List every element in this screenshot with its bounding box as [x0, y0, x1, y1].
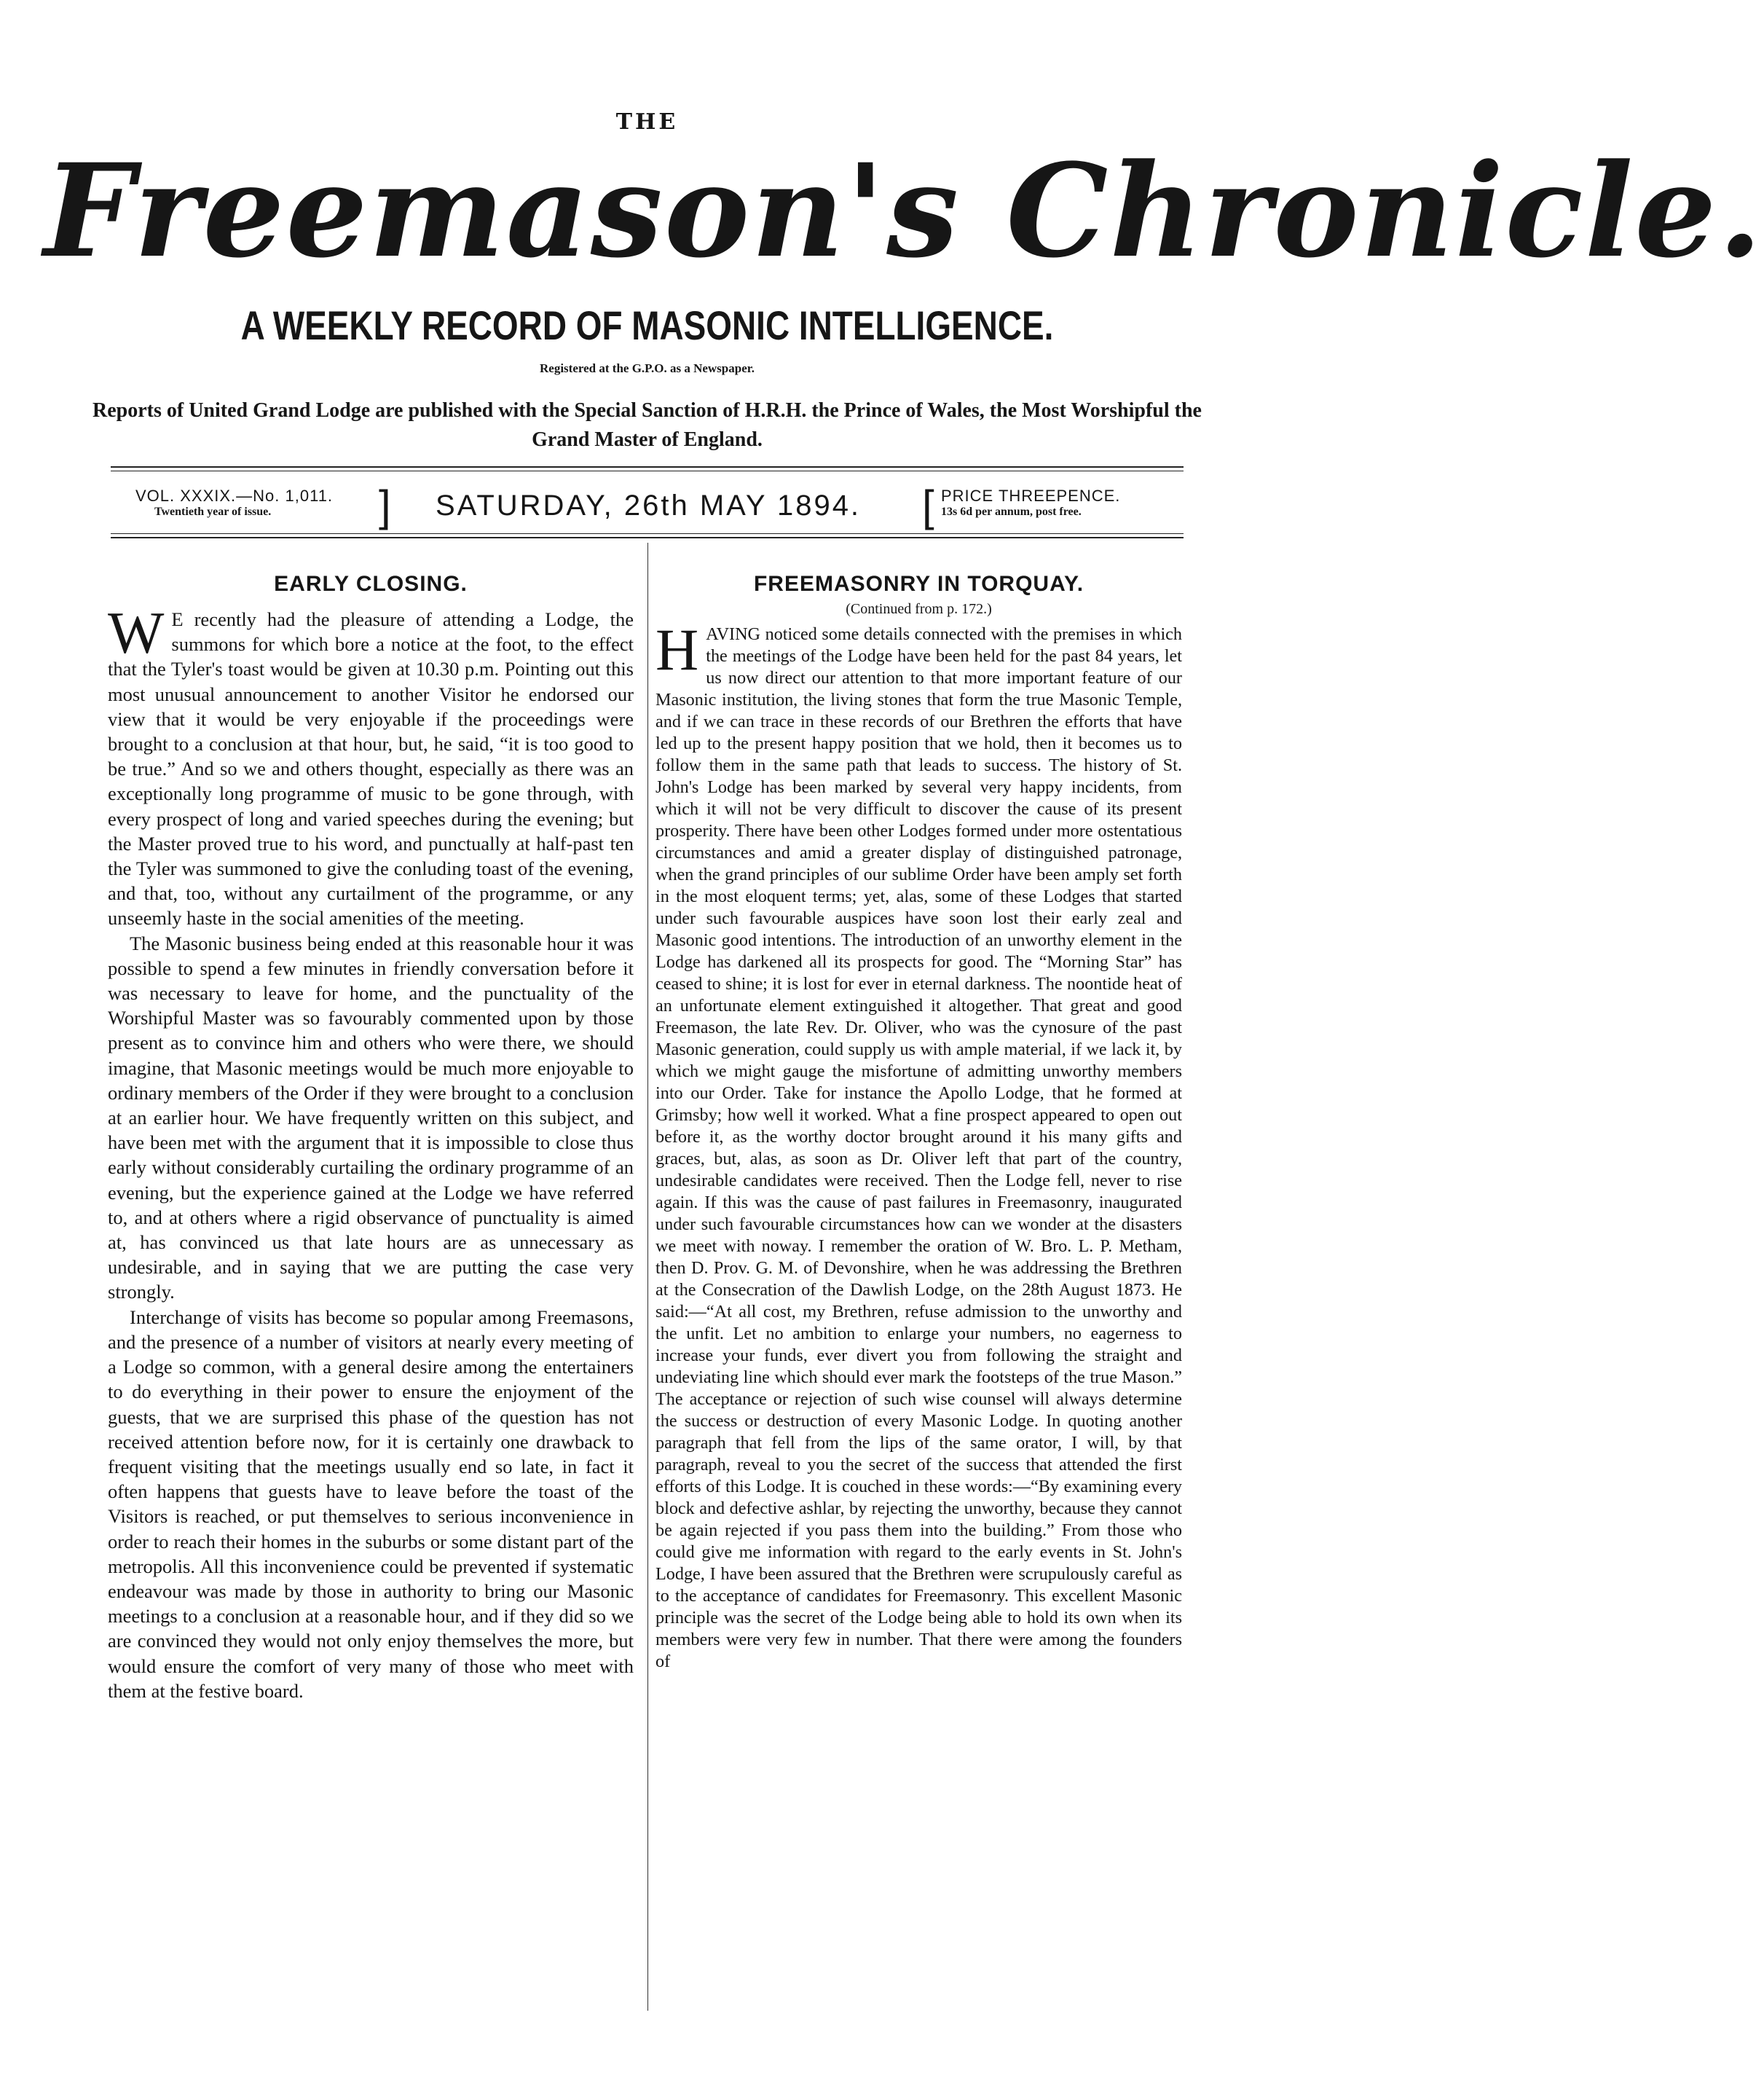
drop-capital: H: [655, 616, 699, 683]
bracket-right: [: [922, 482, 934, 530]
subscription: 13s 6d per annum, post free.: [941, 506, 1082, 518]
registered-notice: Registered at the G.P.O. as a Newspaper.: [540, 361, 755, 375]
volume-number: VOL. XXXIX.—No. 1,011.: [135, 487, 334, 505]
issue-date: SATURDAY, 26th MAY 1894.: [435, 490, 862, 522]
year-of-issue: Twentieth year of issue.: [154, 506, 272, 518]
article-title: FREEMASONRY IN TORQUAY.: [753, 572, 1084, 596]
price-block: [941, 487, 1181, 519]
article-freemasonry-torquay: [655, 565, 1182, 1673]
bottom-rule: [111, 537, 1184, 538]
paragraph: The Masonic business being ended at this reasonable hour it was possible to spend a few minutes in friendly conversation before it was necessary to leave for home, and the punctuality of the Worshipful Master was so favourably commented upon by those present as to convince him and others who were there, we should imagine, that Masonic meetings would be much more enjoyable to ordinary members of the Order if they were brought to a conclusion at an earlier hour. We have frequently written on this subject, and have been met with the argument that it is impossible to close thus early without considerably curtailing the ordinary programme of an evening, but the experience gained at the Lodge we have referred to, and at others where a rigid observance of punctuality is aimed at, has convinced us that late hours are as unnecessary as undesirable, and in saying that we are putting the case very strongly.: [108, 932, 634, 1303]
paragraph-text: AVING noticed some details connected with the premises in which the meetings of the Lodge have been held for the past 84 years, let us now direct our attention to that more important feature of our Masonic institution, the living stones that form the true Masonic Temple, and if we can trace in these records of our Brethren the efforts that have led up to the present happy position that we hold, then it becomes us to follow them in the same path that leads to success. The history of St. John's Lodge has been marked by several very happy incidents, from which it will not be very difficult to discover the cause of its present prosperity. There have been other Lodges formed under more ostentatious circumstances and amid a greater display of distinguished patronage, when the grand principles of our sublime Order have been amply set forth in the most eloquent terms; yet, alas, some of these Lodges that started under such favourable auspices have soon lost their early zeal and Masonic good intentions. The introduction of an unworthy element in the Lodge has darkened all its prospects for good. The “Morning Star” has ceased to shine; it is lost for ever in eternal darkness. The noontide heat of an unfortunate element extinguished it altogether. That great and good Freemason, the late Rev. Dr. Oliver, who was the cynosure of the past Masonic generation, could supply us with ample material, if we lack it, by which we might gauge the misfortune of admitting unworthy members into our Order. Take for instance the Apollo Lodge, that he formed at Grimsby; how well it worked. What a fine prospect appeared to open out before it, as the worthy doctor brought around it his many gifts and graces, but, alas, as soon as Dr. Oliver left that part of the country, undesirable candidates were received. Then the Lodge fell, never to rise again. If this was the cause of past failures in Freemasonry, inaugurated under such favourable circumstances how can we wonder at the disasters we meet with noway. I remember the oration of W. Bro. L. P. Metham, then D. Prov. G. M. of Devonshire, when he was addressing the Brethren at the Consecration of the Dawlish Lodge, on the 28th August 1873. He said:—“At all cost, my Brethren, refuse admission to the unworthy and the unfit. Let no ambition to enlarge your numbers, no eagerness to increase your funds, ever divert you from following the straight and undeviating line which should ever mark the footsteps of the true Mason.” The acceptance or rejection of such wise counsel will always determine the success or destruction of every Masonic Lodge. In quoting another paragraph that fell from the lips of the same orator, I will, by that paragraph, reveal to you the secret of the success that attended the first efforts of this Lodge. It is couched in these words:—“By examining every block and defective ashlar, by rejecting the unworthy, because they cannot be again rejected if you pass them into the building.” From those who could give me information with regard to the early events in St. John's Lodge, I have been assured that the Brethren were scrupulously careful as to the acceptance of candidates for Freemasonry. This excellent Masonic principle was the secret of the Lodge being able to hold its own when its members were very few in number. That there were among the founders of: [655, 624, 1182, 1671]
continued-note: (Continued from p. 172.): [846, 601, 992, 617]
masthead-the: THE: [615, 109, 679, 135]
article-early-closing: [108, 565, 634, 1703]
article-body: [655, 616, 1182, 1673]
drop-capital: W: [108, 600, 165, 666]
paragraph-text: E recently had the pleasure of attending a Lodge, the summons for which bore a notice at the foot, to the effect that the Tyler's toast would be given at 10.30 p.m. Pointing out this most unusual announcement to another Visitor he endorsed our view that it would be very enjoyable if the proceedings were brought to a conclusion at that hour, but, he said, “it is too good to be true.” And so we and others thought, especially as there was an exceptionally long programme of music to be gone through, with every prospect of long and varied speeches during the evening; but the Master proved true to his word, and punctually at half-past ten the Tyler was summoned to give the conluding toast of the evening, and that, too, without any curtailment of the programme, or any unseemly haste in the social amenities of the meeting.: [108, 608, 634, 930]
bottom-rule-thin: [111, 533, 1184, 534]
paragraph: [108, 600, 634, 931]
masthead-title: Freemason's Chronicle.: [44, 136, 1764, 286]
article-title: EARLY CLOSING.: [274, 572, 468, 596]
bracket-left: ]: [379, 482, 391, 530]
volume-block: [135, 487, 376, 519]
masthead-subtitle: A WEEKLY RECORD OF MASONIC INTELLIGENCE.: [240, 302, 1054, 348]
paragraph: Interchange of visits has become so popular among Freemasons, and the presence of a number of visitors at nearly every meeting of a Lodge so common, with a general desire among the entertainers to do everything in their power to ensure the enjoyment of the guests, that we are surprised this phase of the question has not received attention before now, for it is certainly one drawback to frequent visiting that the meetings usually end so late, in fact it often happens that guests have to leave before the toast of the Visitors is reached, or put themselves to serious inconvenience in order to reach their homes in the suburbs or some distant part of the metropolis. All this inconvenience could be prevented if systematic endeavour was made by those in authority to bring our Masonic meetings to a conclusion at a reasonable hour, and if they did so we are convinced they would not only enjoy themselves the more, but would ensure the comfort of very many of those who meet with them at the festive board.: [108, 1306, 634, 1702]
paragraph: [655, 616, 1182, 1673]
article-body: [108, 600, 634, 1703]
reports-notice: Reports of United Grand Lodge are published with the Special Sanction of H.R.H. the Prince of Wales, the Most Worshipful the Grand Master of England.: [92, 399, 1202, 451]
price: PRICE THREEPENCE.: [941, 487, 1121, 505]
column-divider: [647, 543, 648, 2011]
top-rule: [111, 466, 1184, 468]
